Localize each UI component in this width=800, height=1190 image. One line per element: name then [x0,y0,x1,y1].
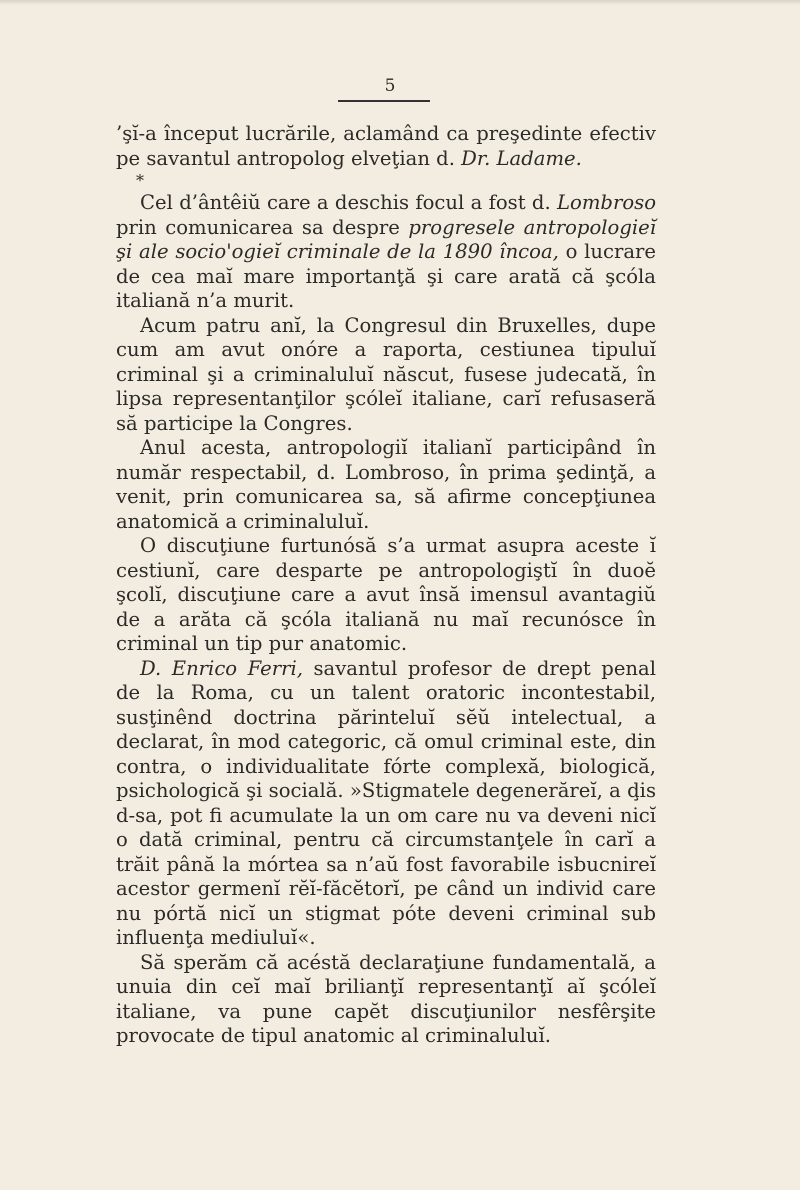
italic-text-segment: progresele antropologieĭ şi ale socio'ogieĭ criminale de la 1890 încoa, [116,215,656,263]
paragraph [116,951,656,1049]
italic-text-segment: Dr. Ladame. [461,146,582,170]
text-segment: o lucrare de cea maĭ mare importanţă şi care arată că şcóla italiană n’a murit. [116,240,657,312]
page-top-edge [0,0,800,5]
paragraph [116,191,656,314]
paragraph [116,534,656,657]
text-segment: Anul acesta, antropologiĭ italianĭ participând în număr respectabil, d. Lombroso, în prima şedinţă, a venit, prin comunicarea sa, să afirme concepţiunea anatomică a criminaluluĭ. [116,436,656,533]
italic-text-segment: Lombroso [557,191,656,214]
text-segment: Să sperăm că acéstă declaraţiune fundamentală, a unuia din ceĭ maĭ brilianţĭ representanţĭ aĭ şcóleĭ italiane, va pune capĕt discuţiunilor nesfêrşite provocate de tipul anatomic al criminaluluĭ. [116,950,656,1047]
italic-text-segment: D. Enrico Ferri, [140,656,303,680]
text-segment: Acum patru anĭ, la Congresul din Bruxelles, dupe cum am avut onóre a raporta, cestiunea tipuluĭ criminal şi a criminaluluĭ născut, fusese judecată, în lipsa representanţilor şcóleĭ italiane, carĭ refusaseră să participe la Congres. [116,313,656,435]
document-body [116,122,656,1049]
paragraph [116,122,656,171]
paragraph [116,314,656,437]
header-rule [338,100,430,102]
paragraph [116,436,656,534]
paragraph [116,657,656,951]
text-segment: Cel d’ântêiŭ care a deschis focul a fost d. [140,191,558,214]
text-segment: savantul profesor de drept penal de la Roma, cu un talent oratoric incontestabil, susţinênd doctrina părinteluĭ sĕŭ intelectual, a declarat, în mod categoric, că omul criminal este, din contra, o individualitate fórte complexă, biologică, psichologică şi socială. »Stigmatele degenerăreĭ, a ḑis d-sa, pot fi acumulate la un om care nu va deveni nicĭ o dată criminal, pentru că circumstanţele în carĭ a trăit până la mórtea sa n’aŭ fost favorabile isbucnireĭ acestor germenĭ rĕĭ-făcĕtorĭ, pe când un individ care nu pórtă nicĭ un stigmat póte deveni criminal sub influenţa mediuluĭ«. [116,656,656,949]
text-segment: prin comunicarea sa despre [116,215,409,239]
page-number: 5 [384,76,396,96]
text-segment: O discuţiune furtunósă s’a urmat asupra aceste ĭ cestiunĭ, care desparte pe antropologiştĭ în duoĕ şcolĭ, discuţiune care a avut însă imensul avantagiŭ de a arăta că şcóla italiană nu maĭ recunósce în criminal un tip pur anatomic. [116,534,656,655]
text-segment: ’şĭ-a început lucrările, aclamând ca preşedinte efectiv pe savantul antropolog elveţian d. [116,122,656,170]
section-separator: * [136,171,144,190]
